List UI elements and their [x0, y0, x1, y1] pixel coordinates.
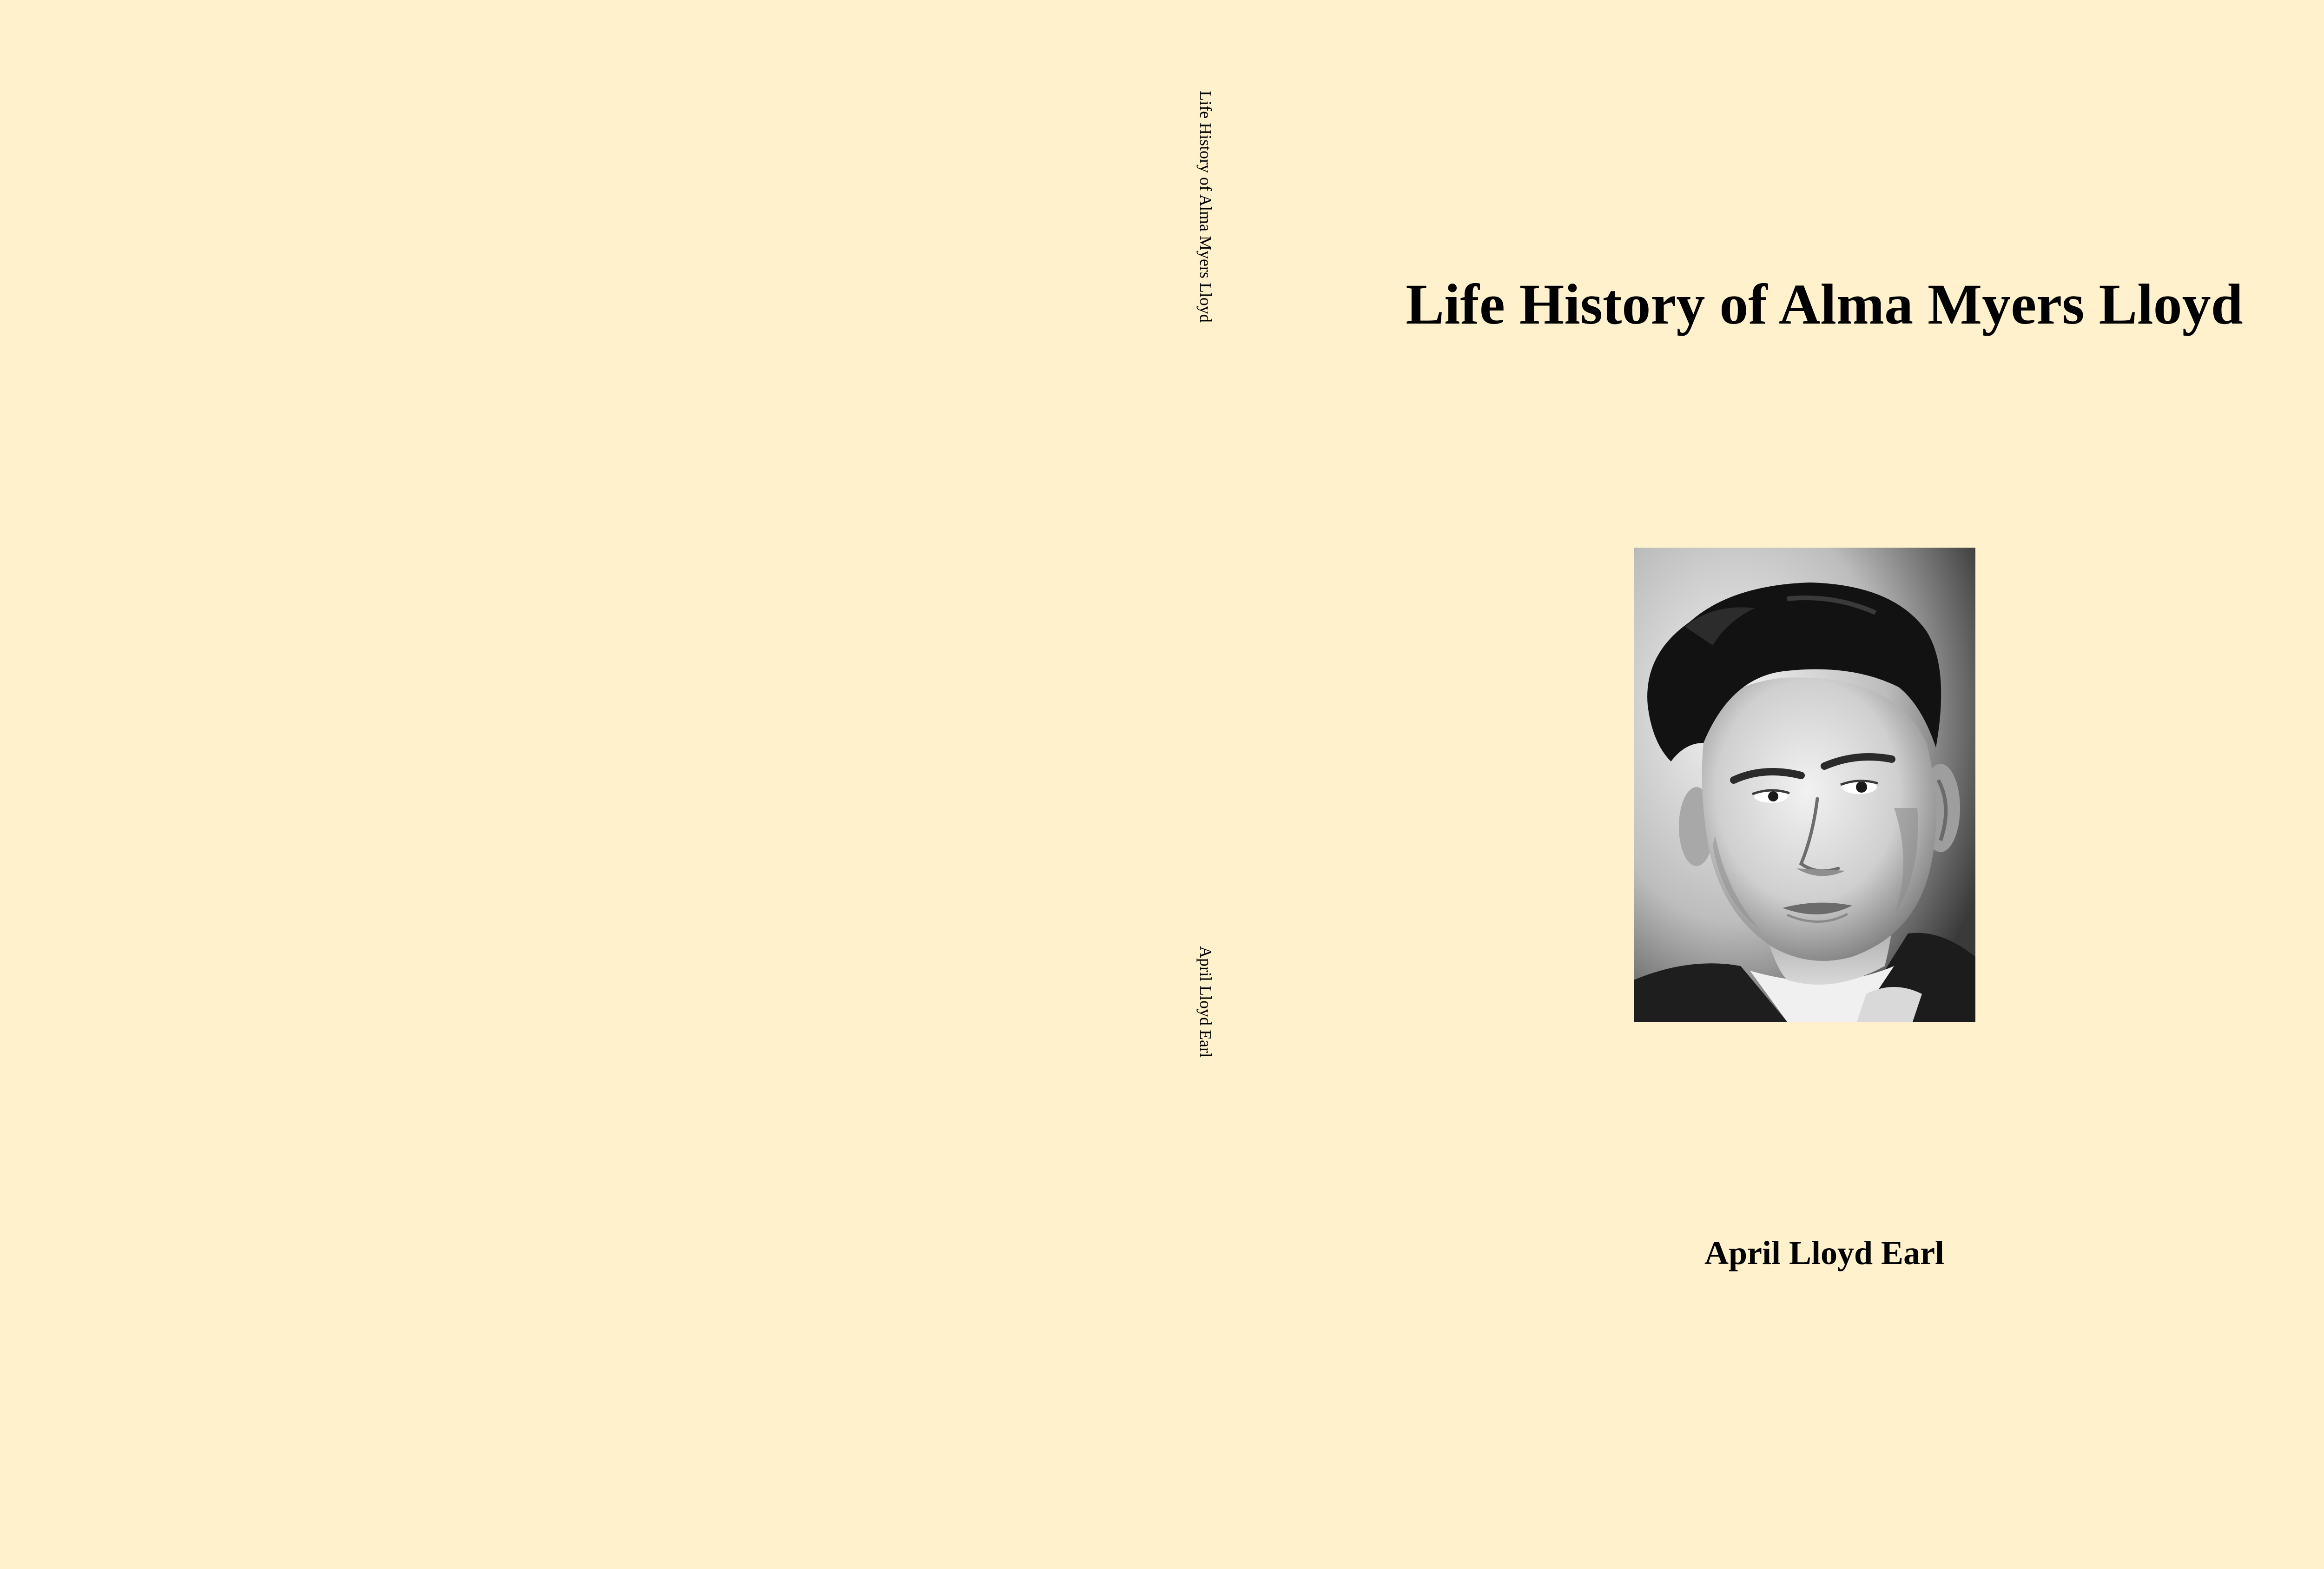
- front-title: Life History of Alma Myers Lloyd: [1406, 272, 2243, 336]
- front-author: April Lloyd Earl: [1704, 1234, 1945, 1271]
- portrait-illustration: [1634, 548, 1975, 1022]
- author-portrait-photo: [1634, 548, 1975, 1022]
- spine-title: Life History of Alma Myers Lloyd: [1196, 91, 1215, 323]
- front-cover: [1234, 0, 2324, 1569]
- spine-author: April Lloyd Earl: [1196, 946, 1215, 1058]
